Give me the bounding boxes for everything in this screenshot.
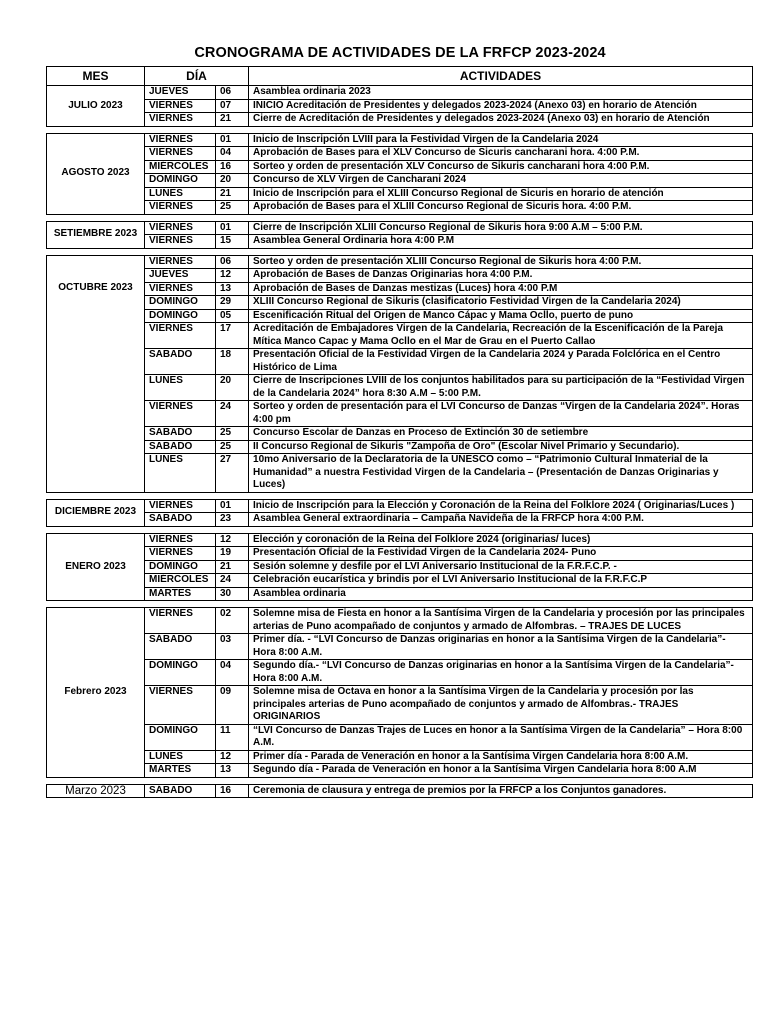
schedule-body: [47, 86, 753, 798]
date-cell: 07: [216, 99, 249, 113]
table-row: [47, 99, 753, 113]
header-mes: MES: [47, 67, 145, 86]
date-cell: 06: [216, 255, 249, 269]
activity-cell: Acreditación de Embajadores Virgen de la Candelaria, Recreación de la Escenificación de la Pareja Mítica Manco Capac y Mama Ocllo en el Mar de Grau en el Puerto Callao: [249, 323, 753, 349]
activity-cell: Sorteo y orden de presentación XLIII Concurso Regional de Sikuris hora 4:00 P.M.: [249, 255, 753, 269]
date-cell: 04: [216, 147, 249, 161]
table-row: [47, 255, 753, 269]
month-cell: DICIEMBRE 2023: [47, 499, 145, 526]
date-cell: 09: [216, 686, 249, 725]
day-cell: VIERNES: [145, 221, 216, 235]
day-cell: VIERNES: [145, 686, 216, 725]
table-row: [47, 427, 753, 441]
date-cell: 24: [216, 574, 249, 588]
month-cell: AGOSTO 2023: [47, 133, 145, 214]
table-row: [47, 309, 753, 323]
day-cell: VIERNES: [145, 282, 216, 296]
date-cell: 12: [216, 533, 249, 547]
day-cell: DOMINGO: [145, 560, 216, 574]
date-cell: 21: [216, 560, 249, 574]
table-row: [47, 784, 753, 798]
activity-cell: Cierre de Inscripción XLIII Concurso Regional de Sikuris hora 9:00 A.M – 5:00 P.M.: [249, 221, 753, 235]
day-cell: MIÉRCOLES: [145, 160, 216, 174]
activity-cell: Primer día - Parada de Veneración en honor a la Santísima Virgen Candelaria hora 8:00 A.M.: [249, 750, 753, 764]
table-row: [47, 269, 753, 283]
day-cell: VIERNES: [145, 608, 216, 634]
day-cell: VIERNES: [145, 235, 216, 249]
activity-cell: Asamblea ordinaria: [249, 587, 753, 601]
day-cell: VIERNES: [145, 133, 216, 147]
table-row: [47, 349, 753, 375]
date-cell: 12: [216, 750, 249, 764]
date-cell: 18: [216, 349, 249, 375]
group-separator: [47, 777, 753, 784]
table-row: [47, 574, 753, 588]
activity-cell: Primer día. - “LVI Concurso de Danzas originarias en honor a la Santísima Virgen de la Candelaria”- Hora 8:00 A.M.: [249, 634, 753, 660]
table-row: [47, 724, 753, 750]
table-row: [47, 499, 753, 513]
table-row: [47, 221, 753, 235]
activity-cell: INICIO Acreditación de Presidentes y delegados 2023-2024 (Anexo 03) en horario de Atención: [249, 99, 753, 113]
table-row: [47, 375, 753, 401]
activity-cell: Inicio de Inscripción LVIII para la Festividad Virgen de la Candelaria 2024: [249, 133, 753, 147]
table-row: [47, 547, 753, 561]
activity-cell: “LVI Concurso de Danzas Trajes de Luces en honor a la Santísima Virgen de la Candelaria” – Hora 8:00 A.M.: [249, 724, 753, 750]
day-cell: SÁBADO: [145, 784, 216, 798]
separator-cell: [47, 777, 753, 784]
date-cell: 13: [216, 282, 249, 296]
separator-cell: [47, 214, 753, 221]
day-cell: VIERNES: [145, 113, 216, 127]
table-row: [47, 86, 753, 100]
activity-cell: Presentación Oficial de la Festividad Virgen de la Candelaria 2024 y Parada Folclórica en el Centro Histórico de Lima: [249, 349, 753, 375]
table-row: [47, 454, 753, 493]
group-separator: [47, 126, 753, 133]
separator-cell: [47, 126, 753, 133]
separator-cell: [47, 526, 753, 533]
date-cell: 12: [216, 269, 249, 283]
activity-cell: Ceremonia de clausura y entrega de premios por la FRFCP a los Conjuntos ganadores.: [249, 784, 753, 798]
table-row: [47, 323, 753, 349]
date-cell: 25: [216, 201, 249, 215]
activity-cell: Segundo día.- “LVI Concurso de Danzas originarias en honor a la Santísima Virgen de la Candelaria”- Hora 8:00 A.M.: [249, 660, 753, 686]
month-cell: SETIEMBRE 2023: [47, 221, 145, 248]
activity-cell: Asamblea General extraordinaria – Campaña Navideña de la FRFCP hora 4:00 P.M.: [249, 513, 753, 527]
table-row: [47, 608, 753, 634]
activity-cell: Sorteo y orden de presentación para el LVI Concurso de Danzas “Virgen de la Candelaria 2024”. Horas 4:00 pm: [249, 401, 753, 427]
date-cell: 25: [216, 440, 249, 454]
table-row: [47, 440, 753, 454]
day-cell: LUNES: [145, 454, 216, 493]
activity-cell: Elección y coronación de la Reina del Folklore 2024 (originarias/ luces): [249, 533, 753, 547]
day-cell: SÁBADO: [145, 634, 216, 660]
activity-cell: Aprobación de Bases para el XLV Concurso de Sicuris cancharani hora. 4:00 P.M.: [249, 147, 753, 161]
activity-cell: Asamblea ordinaria 2023: [249, 86, 753, 100]
day-cell: MARTES: [145, 587, 216, 601]
day-cell: LUNES: [145, 750, 216, 764]
day-cell: VIERNES: [145, 147, 216, 161]
table-row: [47, 201, 753, 215]
day-cell: SABADO: [145, 513, 216, 527]
day-cell: SABADO: [145, 440, 216, 454]
month-cell: ENERO 2023: [47, 533, 145, 601]
day-cell: VIERNES: [145, 99, 216, 113]
date-cell: 13: [216, 764, 249, 778]
activity-cell: Solemne misa de Fiesta en honor a la Santísima Virgen de la Candelaria y procesión por las principales arterias de Puno acompañado de conjuntos y armado de Alfombras. – TRAJES DE LUCES: [249, 608, 753, 634]
month-cell: OCTUBRE 2023: [47, 255, 145, 492]
day-cell: VIERNES: [145, 401, 216, 427]
group-separator: [47, 492, 753, 499]
activity-cell: Solemne misa de Octava en honor a la Santísima Virgen de la Candelaria y procesión por las principales arterias de Puno acompañado de conjuntos y armado de Alfombras.- TRAJES ORIGINARIOS: [249, 686, 753, 725]
date-cell: 27: [216, 454, 249, 493]
schedule-table: [46, 66, 753, 798]
date-cell: 16: [216, 784, 249, 798]
date-cell: 16: [216, 160, 249, 174]
activity-cell: II Concurso Regional de Sikuris "Zampoña de Oro" (Escolar Nivel Primario y Secundario).: [249, 440, 753, 454]
day-cell: VIERNES: [145, 533, 216, 547]
group-separator: [47, 214, 753, 221]
date-cell: 15: [216, 235, 249, 249]
day-cell: DOMINGO: [145, 724, 216, 750]
separator-cell: [47, 248, 753, 255]
day-cell: JUEVES: [145, 86, 216, 100]
day-cell: DOMINGO: [145, 174, 216, 188]
day-cell: SABADO: [145, 427, 216, 441]
table-row: [47, 634, 753, 660]
activity-cell: XLIII Concurso Regional de Sikuris (clasificatorio Festividad Virgen de la Candelaria 2024): [249, 296, 753, 310]
activity-cell: Aprobación de Bases de Danzas mestizas (Luces) hora 4:00 P.M: [249, 282, 753, 296]
activity-cell: Sorteo y orden de presentación XLV Concurso de Sikuris cancharani hora 4:00 P.M.: [249, 160, 753, 174]
header-dia: DÍA: [145, 67, 249, 86]
day-cell: LUNES: [145, 375, 216, 401]
day-cell: VIERNES: [145, 201, 216, 215]
table-row: [47, 133, 753, 147]
activity-cell: Cierre de Inscripciones LVIII de los conjuntos habilitados para su participación de la “Festividad Virgen de la Candelaria 2024” hora 8:30 A.M – 5:00 P.M.: [249, 375, 753, 401]
group-separator: [47, 248, 753, 255]
day-cell: VIERNES: [145, 499, 216, 513]
activity-cell: Escenificación Ritual del Origen de Manco Cápac y Mama Ocllo, puerto de puno: [249, 309, 753, 323]
day-cell: DOMINGO: [145, 660, 216, 686]
table-row: [47, 401, 753, 427]
date-cell: 20: [216, 375, 249, 401]
date-cell: 04: [216, 660, 249, 686]
table-row: [47, 686, 753, 725]
date-cell: 02: [216, 608, 249, 634]
activity-cell: Aprobación de Bases para el XLIII Concurso Regional de Sicuris hora. 4:00 P.M.: [249, 201, 753, 215]
activity-cell: Concurso de XLV Virgen de Cancharani 2024: [249, 174, 753, 188]
activity-cell: Concurso Escolar de Danzas en Proceso de Extinción 30 de setiembre: [249, 427, 753, 441]
day-cell: SABADO: [145, 349, 216, 375]
month-cell: Febrero 2023: [47, 608, 145, 778]
activity-cell: Sesión solemne y desfile por el LVI Aniversario Institucional de la F.R.F.C.P. -: [249, 560, 753, 574]
date-cell: 17: [216, 323, 249, 349]
month-cell: Marzo 2023: [47, 784, 145, 798]
activity-cell: Celebración eucarística y brindis por el LVI Aniversario Institucional de la F.R.F.C.P: [249, 574, 753, 588]
separator-cell: [47, 492, 753, 499]
date-cell: 11: [216, 724, 249, 750]
table-row: [47, 533, 753, 547]
date-cell: 23: [216, 513, 249, 527]
activity-cell: 10mo Aniversario de la Declaratoria de la UNESCO como – “Patrimonio Cultural Inmaterial de la Humanidad” a nuestra Festividad Virgen de la Candelaria – (Presentación de Danzas Originarias y Luces): [249, 454, 753, 493]
date-cell: 21: [216, 187, 249, 201]
table-row: [47, 282, 753, 296]
activity-cell: Aprobación de Bases de Danzas Originarias hora 4:00 P.M.: [249, 269, 753, 283]
table-row: [47, 113, 753, 127]
date-cell: 03: [216, 634, 249, 660]
group-separator: [47, 601, 753, 608]
activity-cell: Asamblea General Ordinaria hora 4:00 P.M: [249, 235, 753, 249]
table-row: [47, 764, 753, 778]
table-row: [47, 160, 753, 174]
table-row: [47, 660, 753, 686]
activity-cell: Segundo día - Parada de Veneración en honor a la Santísima Virgen Candelaria hora 8:00 A.M: [249, 764, 753, 778]
header-actividades: ACTIVIDADES: [249, 67, 753, 86]
activity-cell: Inicio de Inscripción para el XLIII Concurso Regional de Sicuris en horario de atención: [249, 187, 753, 201]
page-title: CRONOGRAMA DE ACTIVIDADES DE LA FRFCP 2023-2024: [194, 45, 606, 61]
date-cell: 19: [216, 547, 249, 561]
date-cell: 29: [216, 296, 249, 310]
month-cell: JULIO 2023: [47, 86, 145, 127]
table-row: [47, 560, 753, 574]
day-cell: MARTES: [145, 764, 216, 778]
table-row: [47, 187, 753, 201]
date-cell: 24: [216, 401, 249, 427]
table-row: [47, 174, 753, 188]
table-row: [47, 513, 753, 527]
day-cell: VIERNES: [145, 255, 216, 269]
activity-cell: Inicio de Inscripción para la Elección y Coronación de la Reina del Folklore 2024 ( Originarias/Luces ): [249, 499, 753, 513]
date-cell: 21: [216, 113, 249, 127]
date-cell: 25: [216, 427, 249, 441]
date-cell: 30: [216, 587, 249, 601]
day-cell: DOMINGO: [145, 296, 216, 310]
date-cell: 01: [216, 133, 249, 147]
date-cell: 01: [216, 221, 249, 235]
day-cell: MIÉRCOLES: [145, 574, 216, 588]
day-cell: LUNES: [145, 187, 216, 201]
date-cell: 05: [216, 309, 249, 323]
date-cell: 06: [216, 86, 249, 100]
table-row: [47, 750, 753, 764]
separator-cell: [47, 601, 753, 608]
day-cell: VIERNES: [145, 323, 216, 349]
activity-cell: Presentación Oficial de la Festividad Virgen de la Candelaria 2024- Puno: [249, 547, 753, 561]
activity-cell: Cierre de Acreditación de Presidentes y delegados 2023-2024 (Anexo 03) en horario de Atención: [249, 113, 753, 127]
table-row: [47, 587, 753, 601]
table-row: [47, 147, 753, 161]
day-cell: VIERNES: [145, 547, 216, 561]
date-cell: 20: [216, 174, 249, 188]
table-header-row: [47, 67, 753, 86]
group-separator: [47, 526, 753, 533]
day-cell: DOMINGO: [145, 309, 216, 323]
table-row: [47, 235, 753, 249]
day-cell: JUEVES: [145, 269, 216, 283]
date-cell: 01: [216, 499, 249, 513]
table-row: [47, 296, 753, 310]
